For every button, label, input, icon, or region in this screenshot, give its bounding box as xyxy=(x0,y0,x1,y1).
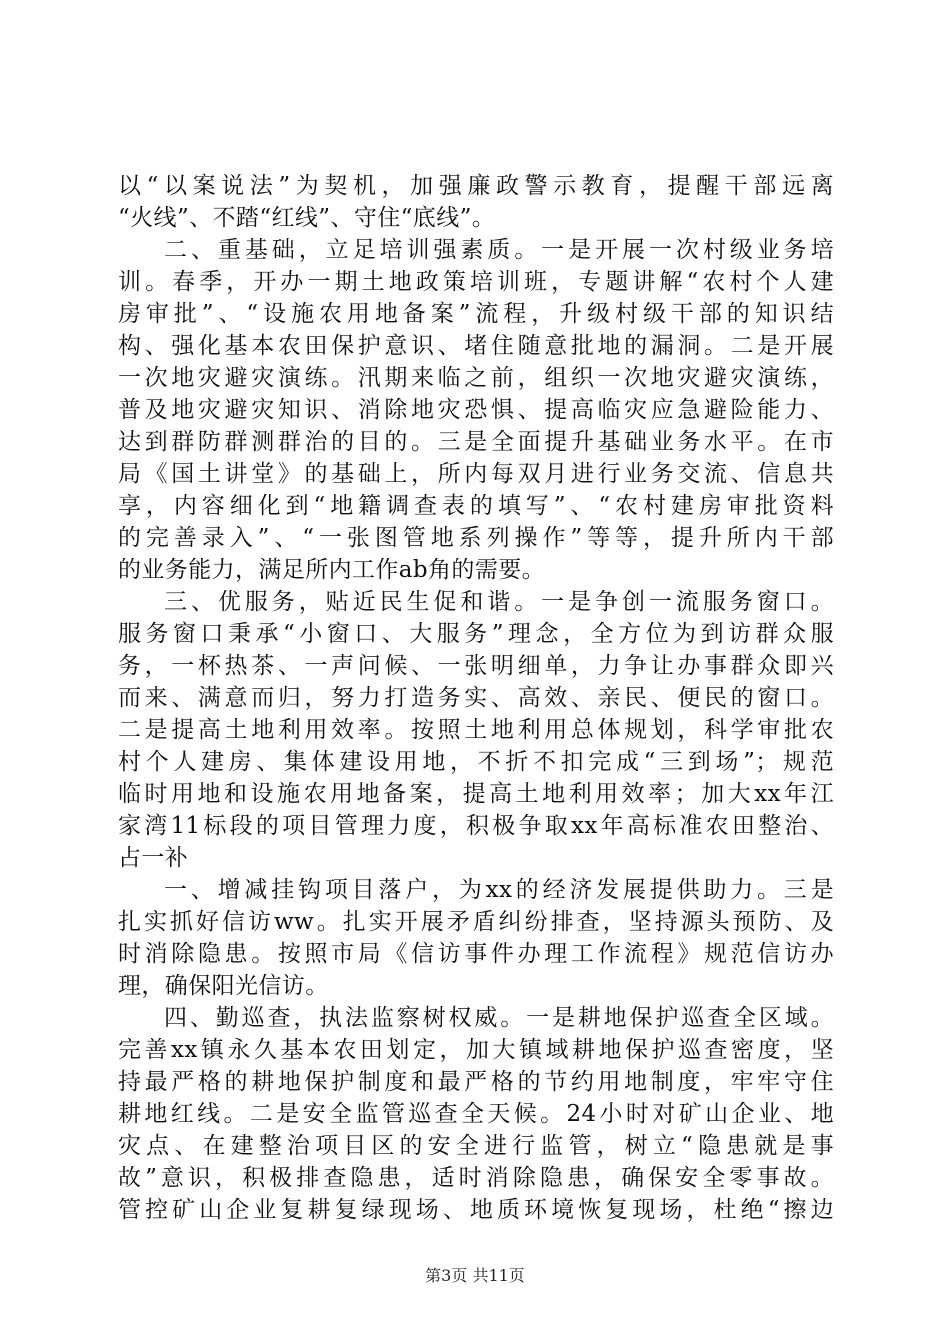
page-number-footer: 第3页 共11页 xyxy=(425,1266,525,1285)
text-line: 持最严格的耕地保护制度和最严格的节约用地制度，牢牢守住 xyxy=(118,1069,834,1095)
text-line: 训。春季，开办一期土地政策培训班，专题讲解“农村个人建 xyxy=(118,269,834,295)
text-line: 四、勤巡查，执法监察树权威。一是耕地保护巡查全区域。 xyxy=(164,1005,834,1031)
text-line: 故”意识，积极排查隐患，适时消除隐患，确保安全零事故。 xyxy=(118,1165,834,1191)
text-line: 二、重基础，立足培训强素质。一是开展一次村级业务培 xyxy=(164,237,834,263)
text-line: 普及地灾避灾知识、消除地灾恐惧、提高临灾应急避险能力、 xyxy=(118,397,834,423)
text-line: 灾点、在建整治项目区的安全进行监管，树立“隐患就是事 xyxy=(118,1133,834,1159)
text-line: 的业务能力，满足所内工作ab角的需要。 xyxy=(118,557,546,583)
text-line: 完善xx镇永久基本农田划定，加大镇域耕地保护巡查密度，坚 xyxy=(118,1037,834,1063)
text-line: 的完善录入”、“一张图管地系列操作”等等，提升所内干部 xyxy=(118,525,834,551)
text-line: 一次地灾避灾演练。汛期来临之前，组织一次地灾避灾演练， xyxy=(118,365,834,391)
text-line: 占一补 xyxy=(118,845,189,871)
text-line: 一、增减挂钩项目落户，为xx的经济发展提供助力。三是 xyxy=(164,877,834,903)
text-line: 二是提高土地利用效率。按照土地利用总体规划，科学审批农 xyxy=(118,717,834,743)
text-line: 管控矿山企业复耕复绿现场、地质环境恢复现场，杜绝“擦边 xyxy=(118,1197,834,1223)
text-line: 享，内容细化到“地籍调查表的填写”、“农村建房审批资料 xyxy=(118,493,834,519)
text-line: 时消除隐患。按照市局《信访事件办理工作流程》规范信访办 xyxy=(118,941,834,967)
text-line: 达到群防群测群治的目的。三是全面提升基础业务水平。在市 xyxy=(118,429,834,455)
text-line: 家湾11标段的项目管理力度，积极争取xx年高标准农田整治、 xyxy=(118,813,834,839)
text-line: 服务窗口秉承“小窗口、大服务”理念，全方位为到访群众服 xyxy=(118,621,834,647)
text-line: 房审批”、“设施农用地备案”流程，升级村级干部的知识结 xyxy=(118,301,834,327)
text-line: 扎实抓好信访ww。扎实开展矛盾纠纷排查，坚持源头预防、及 xyxy=(118,909,834,935)
text-line: 局《国土讲堂》的基础上，所内每双月进行业务交流、信息共 xyxy=(118,461,834,487)
text-line: 理，确保阳光信访。 xyxy=(118,973,329,999)
text-line: “火线”、不踏“红线”、守住“底线”。 xyxy=(118,205,496,231)
body-text xyxy=(118,170,834,1226)
text-line: 构、强化基本农田保护意识、堵住随意批地的漏洞。二是开展 xyxy=(118,333,834,359)
text-line: 以“以案说法”为契机，加强廉政警示教育，提醒干部远离 xyxy=(118,173,834,199)
text-line: 务，一杯热茶、一声问候、一张明细单，力争让办事群众即兴 xyxy=(118,653,834,679)
text-line: 临时用地和设施农用地备案，提高土地利用效率；加大xx年江 xyxy=(118,781,834,807)
text-line: 而来、满意而归，努力打造务实、高效、亲民、便民的窗口。 xyxy=(118,685,834,711)
text-line: 村个人建房、集体建设用地，不折不扣完成“三到场”；规范 xyxy=(118,749,834,775)
text-line: 耕地红线。二是安全监管巡查全天候。24小时对矿山企业、地 xyxy=(118,1101,834,1127)
text-line: 三、优服务，贴近民生促和谐。一是争创一流服务窗口。 xyxy=(164,589,834,615)
